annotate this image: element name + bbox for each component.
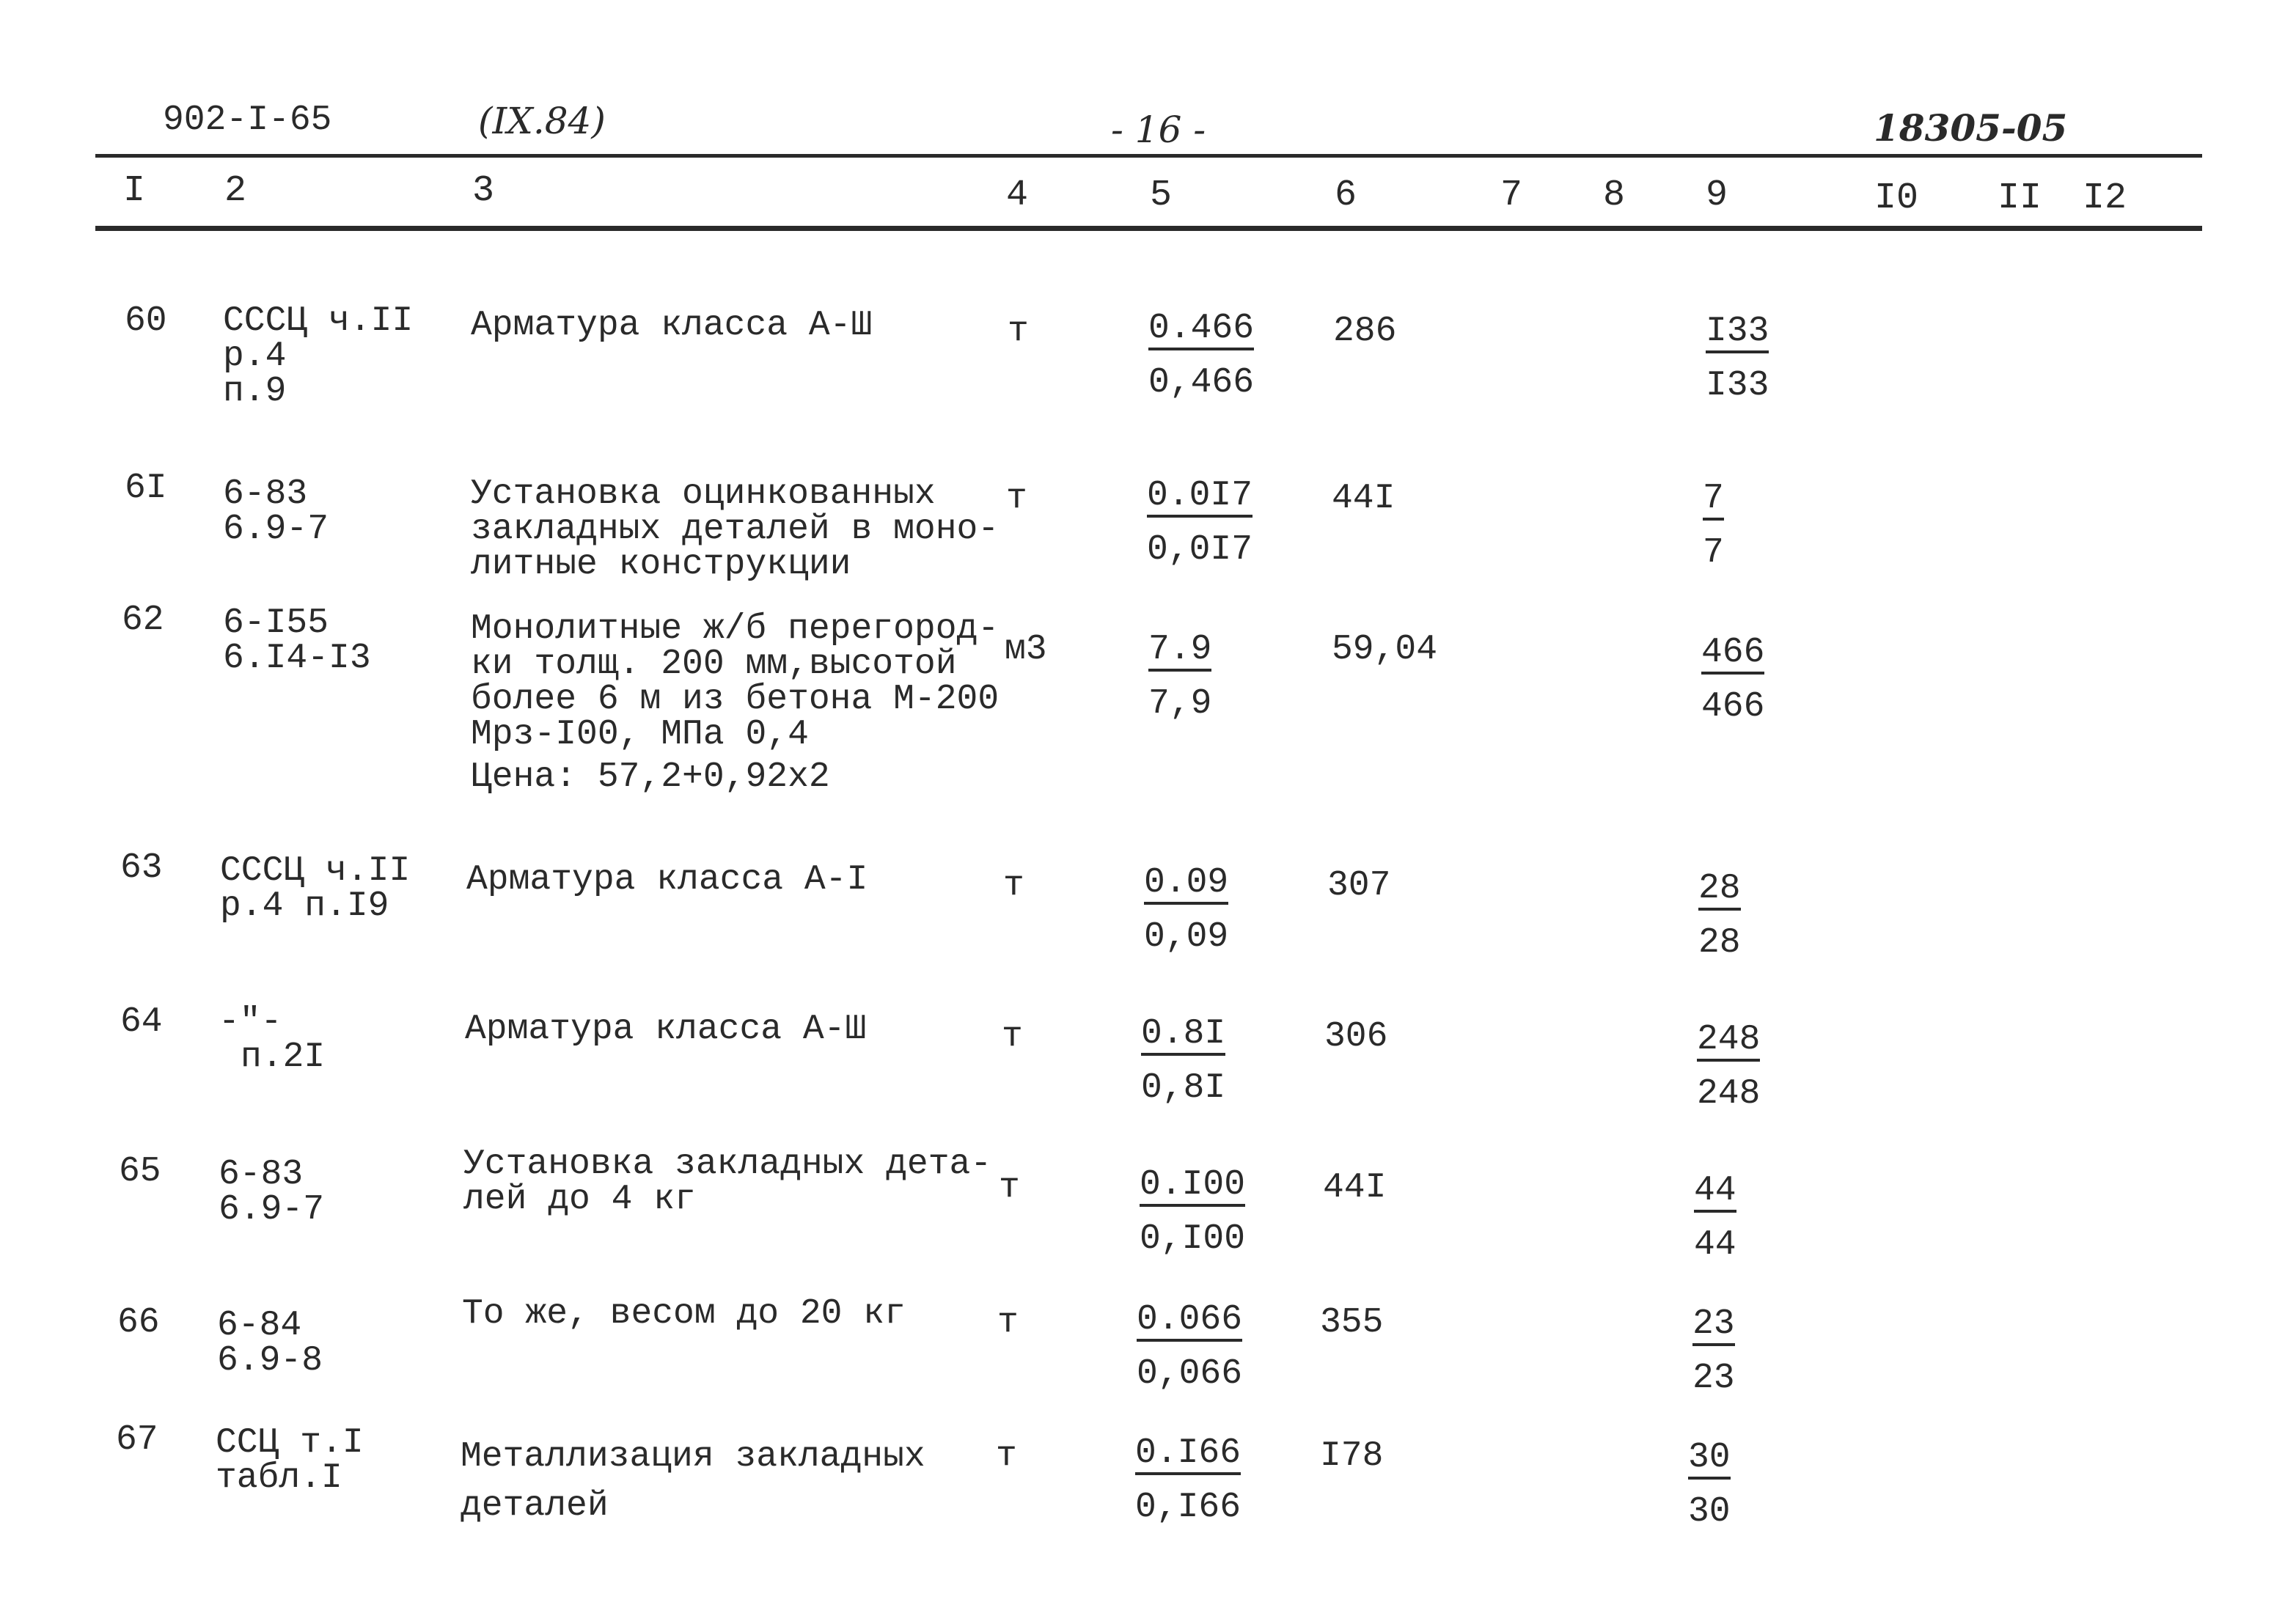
row-cost: $\frac{30}{30}$ [1688, 1438, 1731, 1532]
row-reference: СССЦ ч.II р.4 п.I9 [220, 851, 411, 926]
row-description: Арматура класса А-I [466, 860, 868, 900]
row-number: 6I [125, 469, 167, 508]
row-number: 64 [120, 1002, 163, 1042]
row-unit: т [1006, 479, 1027, 518]
column-header-4: 4 [1006, 174, 1029, 216]
column-header-5: 5 [1150, 174, 1173, 216]
row-unit: т [997, 1303, 1019, 1342]
row-description: Арматура класса А-Ш [471, 306, 873, 345]
row-number: 63 [120, 848, 163, 888]
row-unit-price: 306 [1324, 1017, 1388, 1057]
row-unit-price: 307 [1327, 866, 1391, 905]
row-cost: $\frac{23}{23}$ [1692, 1304, 1735, 1398]
column-header-6: 6 [1335, 174, 1357, 216]
row-reference: СССЦ ч.II р.4 п.9 [223, 301, 414, 411]
row-reference: 6-83 6.9-7 [219, 1155, 325, 1230]
row-quantity: $\frac{0.8I}{0,8I}$ [1141, 1014, 1226, 1108]
header-bottom-rule [95, 226, 2202, 231]
row-unit-price: 355 [1320, 1303, 1384, 1342]
row-unit: т [1008, 312, 1029, 351]
row-number: 62 [122, 600, 164, 640]
row-unit: т [1003, 866, 1024, 905]
row-quantity: $\frac{0.066}{0,066}$ [1137, 1300, 1243, 1394]
row-unit-price: 44I [1323, 1168, 1387, 1208]
sheet-number: 18305-05 [1874, 106, 2068, 150]
column-header-11: II [1998, 177, 2042, 219]
row-cost: $\frac{248}{248}$ [1697, 1020, 1761, 1114]
row-quantity: $\frac{7.9}{7,9}$ [1148, 630, 1212, 724]
row-reference: ССЦ т.I табл.I [216, 1423, 364, 1498]
column-header-9: 9 [1706, 174, 1728, 216]
column-header-10: I0 [1874, 177, 1919, 219]
column-header-2: 2 [224, 170, 247, 212]
row-reference: 6-83 6.9-7 [223, 474, 329, 549]
row-description: Установка закладных дета- лей до 4 кг [463, 1144, 992, 1219]
row-description: Металлизация закладных деталей [461, 1437, 925, 1526]
row-number: 65 [119, 1152, 161, 1191]
row-reference: 6-84 6.9-8 [217, 1306, 323, 1381]
column-header-3: 3 [472, 170, 495, 212]
row-unit: т [1002, 1017, 1023, 1057]
column-header-12: I2 [2083, 177, 2127, 219]
row-description: Монолитные ж/б перегород- ки толщ. 200 мм,высотой более 6 м из бетона М-200 Мрз-I00, МПа 0,4 [471, 609, 1000, 754]
row-cost: $\frac{7}{7}$ [1703, 479, 1724, 573]
row-unit: м3 [1005, 630, 1047, 669]
row-unit: т [999, 1168, 1020, 1208]
row-reference: 6-I55 6.I4-I3 [223, 603, 371, 678]
row-unit-price: I78 [1320, 1436, 1384, 1476]
row-description: Установка оцинкованных закладных деталей в моно- литные конструкции [471, 474, 1000, 584]
row-quantity: $\frac{0.0I7}{0,0I7}$ [1147, 476, 1253, 570]
row-cost: $\frac{I33}{I33}$ [1706, 312, 1769, 405]
row-unit: т [996, 1436, 1017, 1476]
row-price-note: Цена: 57,2+0,92x2 [471, 757, 830, 797]
row-unit-price: 59,04 [1332, 630, 1438, 669]
row-quantity: $\frac{0.466}{0,466}$ [1148, 309, 1255, 403]
row-unit-price: 286 [1333, 312, 1397, 351]
row-cost: $\frac{466}{466}$ [1701, 633, 1765, 727]
row-number: 60 [125, 301, 167, 341]
header-top-rule [95, 154, 2202, 158]
row-quantity: $\frac{0.I66}{0,I66}$ [1135, 1433, 1241, 1527]
row-quantity: $\frac{0.I00}{0,I00}$ [1140, 1165, 1246, 1259]
row-cost: $\frac{28}{28}$ [1698, 869, 1741, 963]
row-number: 66 [117, 1303, 160, 1342]
column-header-8: 8 [1603, 174, 1626, 216]
row-description: То же, весом до 20 кг [462, 1294, 906, 1334]
row-unit-price: 44I [1332, 479, 1395, 518]
row-description: Арматура класса А-Ш [465, 1010, 867, 1049]
column-header-7: 7 [1500, 174, 1523, 216]
revision-date: (IX.84) [478, 100, 606, 142]
row-cost: $\frac{44}{44}$ [1694, 1171, 1736, 1265]
row-reference: -"- п.2I [219, 1002, 326, 1077]
row-quantity: $\frac{0.09}{0,09}$ [1144, 863, 1229, 957]
page-number: - 16 - [1111, 109, 1206, 151]
document-code: 902-I-65 [163, 100, 332, 140]
column-header-1: I [123, 170, 146, 212]
row-number: 67 [116, 1420, 158, 1460]
